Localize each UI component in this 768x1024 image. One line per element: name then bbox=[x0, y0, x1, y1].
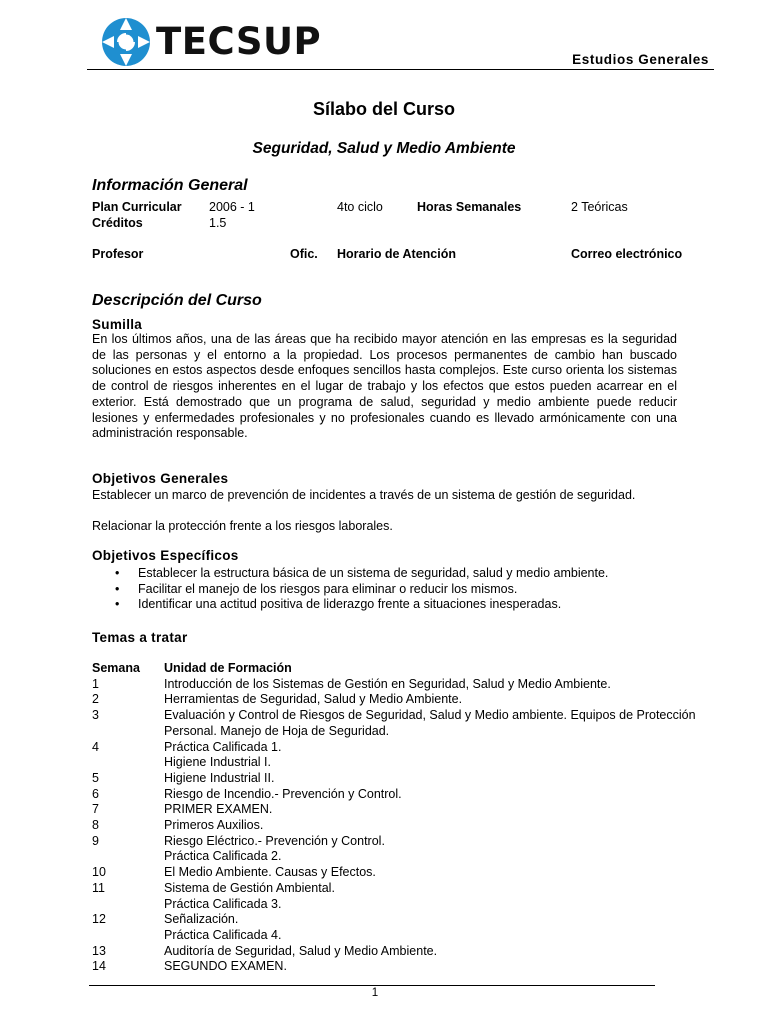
table-row bbox=[92, 755, 712, 771]
document-title: Sílabo del Curso bbox=[312, 99, 456, 119]
unit-cell: Práctica Calificada 3. bbox=[164, 896, 282, 911]
email-label: Correo electrónico bbox=[571, 247, 683, 261]
table-row bbox=[92, 912, 712, 928]
list-item: • Facilitar el manejo de los riesgos para eliminar o reducir los mismos. bbox=[92, 582, 692, 598]
week-cell: 14 bbox=[92, 959, 106, 974]
header-rule bbox=[87, 69, 714, 70]
week-cell: 13 bbox=[92, 943, 106, 958]
week-cell: 12 bbox=[92, 912, 106, 927]
unit-cell: Señalización. bbox=[164, 912, 239, 927]
table-row bbox=[92, 881, 712, 897]
week-cell: 6 bbox=[92, 786, 99, 801]
unit-cell: Primeros Auxilios. bbox=[164, 818, 264, 833]
professor-label: Profesor bbox=[92, 247, 144, 261]
topics-table bbox=[92, 661, 712, 975]
table-row bbox=[92, 834, 712, 850]
week-cell: 3 bbox=[92, 708, 99, 723]
week-cell: 2 bbox=[92, 692, 99, 707]
week-cell: 11 bbox=[92, 880, 105, 895]
credits-value: 1.5 bbox=[209, 216, 227, 230]
table-row bbox=[92, 959, 712, 975]
unit-cell: Evaluación y Control de Riesgos de Seguridad, Salud y Medio ambiente. Equipos de Protección Personal. Manejo de Hoja de Seguridad. bbox=[164, 708, 696, 738]
info-heading: Información General bbox=[92, 177, 248, 194]
table-row bbox=[92, 928, 712, 944]
plan-label: Plan Curricular bbox=[92, 200, 182, 214]
week-cell: 5 bbox=[92, 770, 99, 785]
table-row bbox=[92, 677, 712, 693]
week-cell: 7 bbox=[92, 802, 99, 817]
unit-cell: Herramientas de Seguridad, Salud y Medio Ambiente. bbox=[164, 692, 463, 707]
list-item: • Establecer la estructura básica de un sistema de seguridad, salud y medio ambiente. bbox=[92, 566, 692, 582]
list-item: • Identificar una actitud positiva de liderazgo frente a situaciones inesperadas. bbox=[92, 597, 692, 613]
objectives-general-text-1: Establecer un marco de prevención de incidentes a través de un sistema de gestión de seguridad. bbox=[92, 488, 636, 502]
week-cell: 1 bbox=[92, 676, 99, 691]
table-row bbox=[92, 944, 712, 960]
objectives-specific-list bbox=[92, 566, 692, 613]
table-row bbox=[92, 802, 712, 818]
page-number: 1 bbox=[371, 987, 379, 999]
week-cell: 4 bbox=[92, 739, 99, 754]
credits-label: Créditos bbox=[92, 216, 143, 230]
sumilla-text: En los últimos años, una de las áreas que ha recibido mayor atención en las empresas es la seguridad de las personas y el entorno a la propiedad. Los procesos permanentes de cambio han buscado soluciones en estos aspectos desde enfoques sencillos hasta complejos. Este curso orienta los sistemas de control de riesgos inherentes en el lugar de trabajo y los efectos que estos pueden acarrear en el exterior. Está demostrado que un programa de salud, seguridad y medio ambiente puede reducir lesiones y enfermedades profesionales y no profesionales cuando es llevado armónicamente con una administración responsable. bbox=[92, 332, 677, 441]
topics-header-row bbox=[92, 661, 712, 677]
footer-rule bbox=[89, 985, 655, 986]
office-label: Ofic. bbox=[290, 247, 318, 261]
unit-cell: Práctica Calificada 4. bbox=[164, 927, 282, 942]
tecsup-logo-icon bbox=[100, 16, 152, 68]
unit-column-header: Unidad de Formación bbox=[164, 661, 292, 675]
unit-cell: Práctica Calificada 2. bbox=[164, 849, 282, 864]
week-cell: 10 bbox=[92, 865, 106, 880]
week-cell: 8 bbox=[92, 818, 99, 833]
unit-cell: PRIMER EXAMEN. bbox=[164, 802, 273, 817]
schedule-label: Horario de Atención bbox=[337, 247, 456, 261]
week-cell bbox=[92, 755, 164, 771]
table-row bbox=[92, 849, 712, 865]
unit-cell: Higiene Industrial II. bbox=[164, 770, 275, 785]
objectives-general-label: Objetivos Generales bbox=[92, 471, 229, 486]
topics-label: Temas a tratar bbox=[92, 630, 188, 645]
plan-value: 2006 - 1 bbox=[209, 200, 255, 214]
week-cell bbox=[92, 849, 164, 865]
unit-cell: Auditoría de Seguridad, Salud y Medio Ambiente. bbox=[164, 943, 438, 958]
week-column-header: Semana bbox=[92, 661, 140, 675]
unit-cell: Riesgo de Incendio.- Prevención y Control. bbox=[164, 786, 402, 801]
week-cell bbox=[92, 928, 164, 944]
objectives-specific-label: Objetivos Específicos bbox=[92, 548, 239, 563]
unit-cell: Higiene Industrial I. bbox=[164, 755, 272, 770]
table-row bbox=[92, 692, 712, 708]
hours-label: Horas Semanales bbox=[417, 200, 522, 214]
objectives-general-text-2: Relacionar la protección frente a los riesgos laborales. bbox=[92, 519, 393, 533]
unit-cell: SEGUNDO EXAMEN. bbox=[164, 959, 287, 974]
department-label: Estudios Generales bbox=[572, 52, 709, 67]
unit-cell: Sistema de Gestión Ambiental. bbox=[164, 880, 335, 895]
sumilla-label: Sumilla bbox=[92, 317, 143, 332]
description-heading: Descripción del Curso bbox=[92, 292, 262, 309]
course-name: Seguridad, Salud y Medio Ambiente bbox=[252, 140, 516, 157]
table-row bbox=[92, 787, 712, 803]
cycle-value: 4to ciclo bbox=[337, 200, 383, 214]
logo-text: TECSUP bbox=[156, 20, 322, 63]
table-row bbox=[92, 740, 712, 756]
unit-cell: Introducción de los Sistemas de Gestión en Seguridad, Salud y Medio Ambiente. bbox=[164, 676, 611, 691]
table-row bbox=[92, 818, 712, 834]
unit-cell: El Medio Ambiente. Causas y Efectos. bbox=[164, 865, 376, 880]
table-row bbox=[92, 708, 712, 739]
table-row bbox=[92, 865, 712, 881]
week-cell bbox=[92, 897, 164, 913]
tecsup-logo bbox=[100, 16, 322, 70]
unit-cell: Práctica Calificada 1. bbox=[164, 739, 282, 754]
hours-value: 2 Teóricas bbox=[571, 200, 628, 214]
unit-cell: Riesgo Eléctrico.- Prevención y Control. bbox=[164, 833, 385, 848]
week-cell: 9 bbox=[92, 833, 99, 848]
table-row bbox=[92, 771, 712, 787]
table-row bbox=[92, 897, 712, 913]
